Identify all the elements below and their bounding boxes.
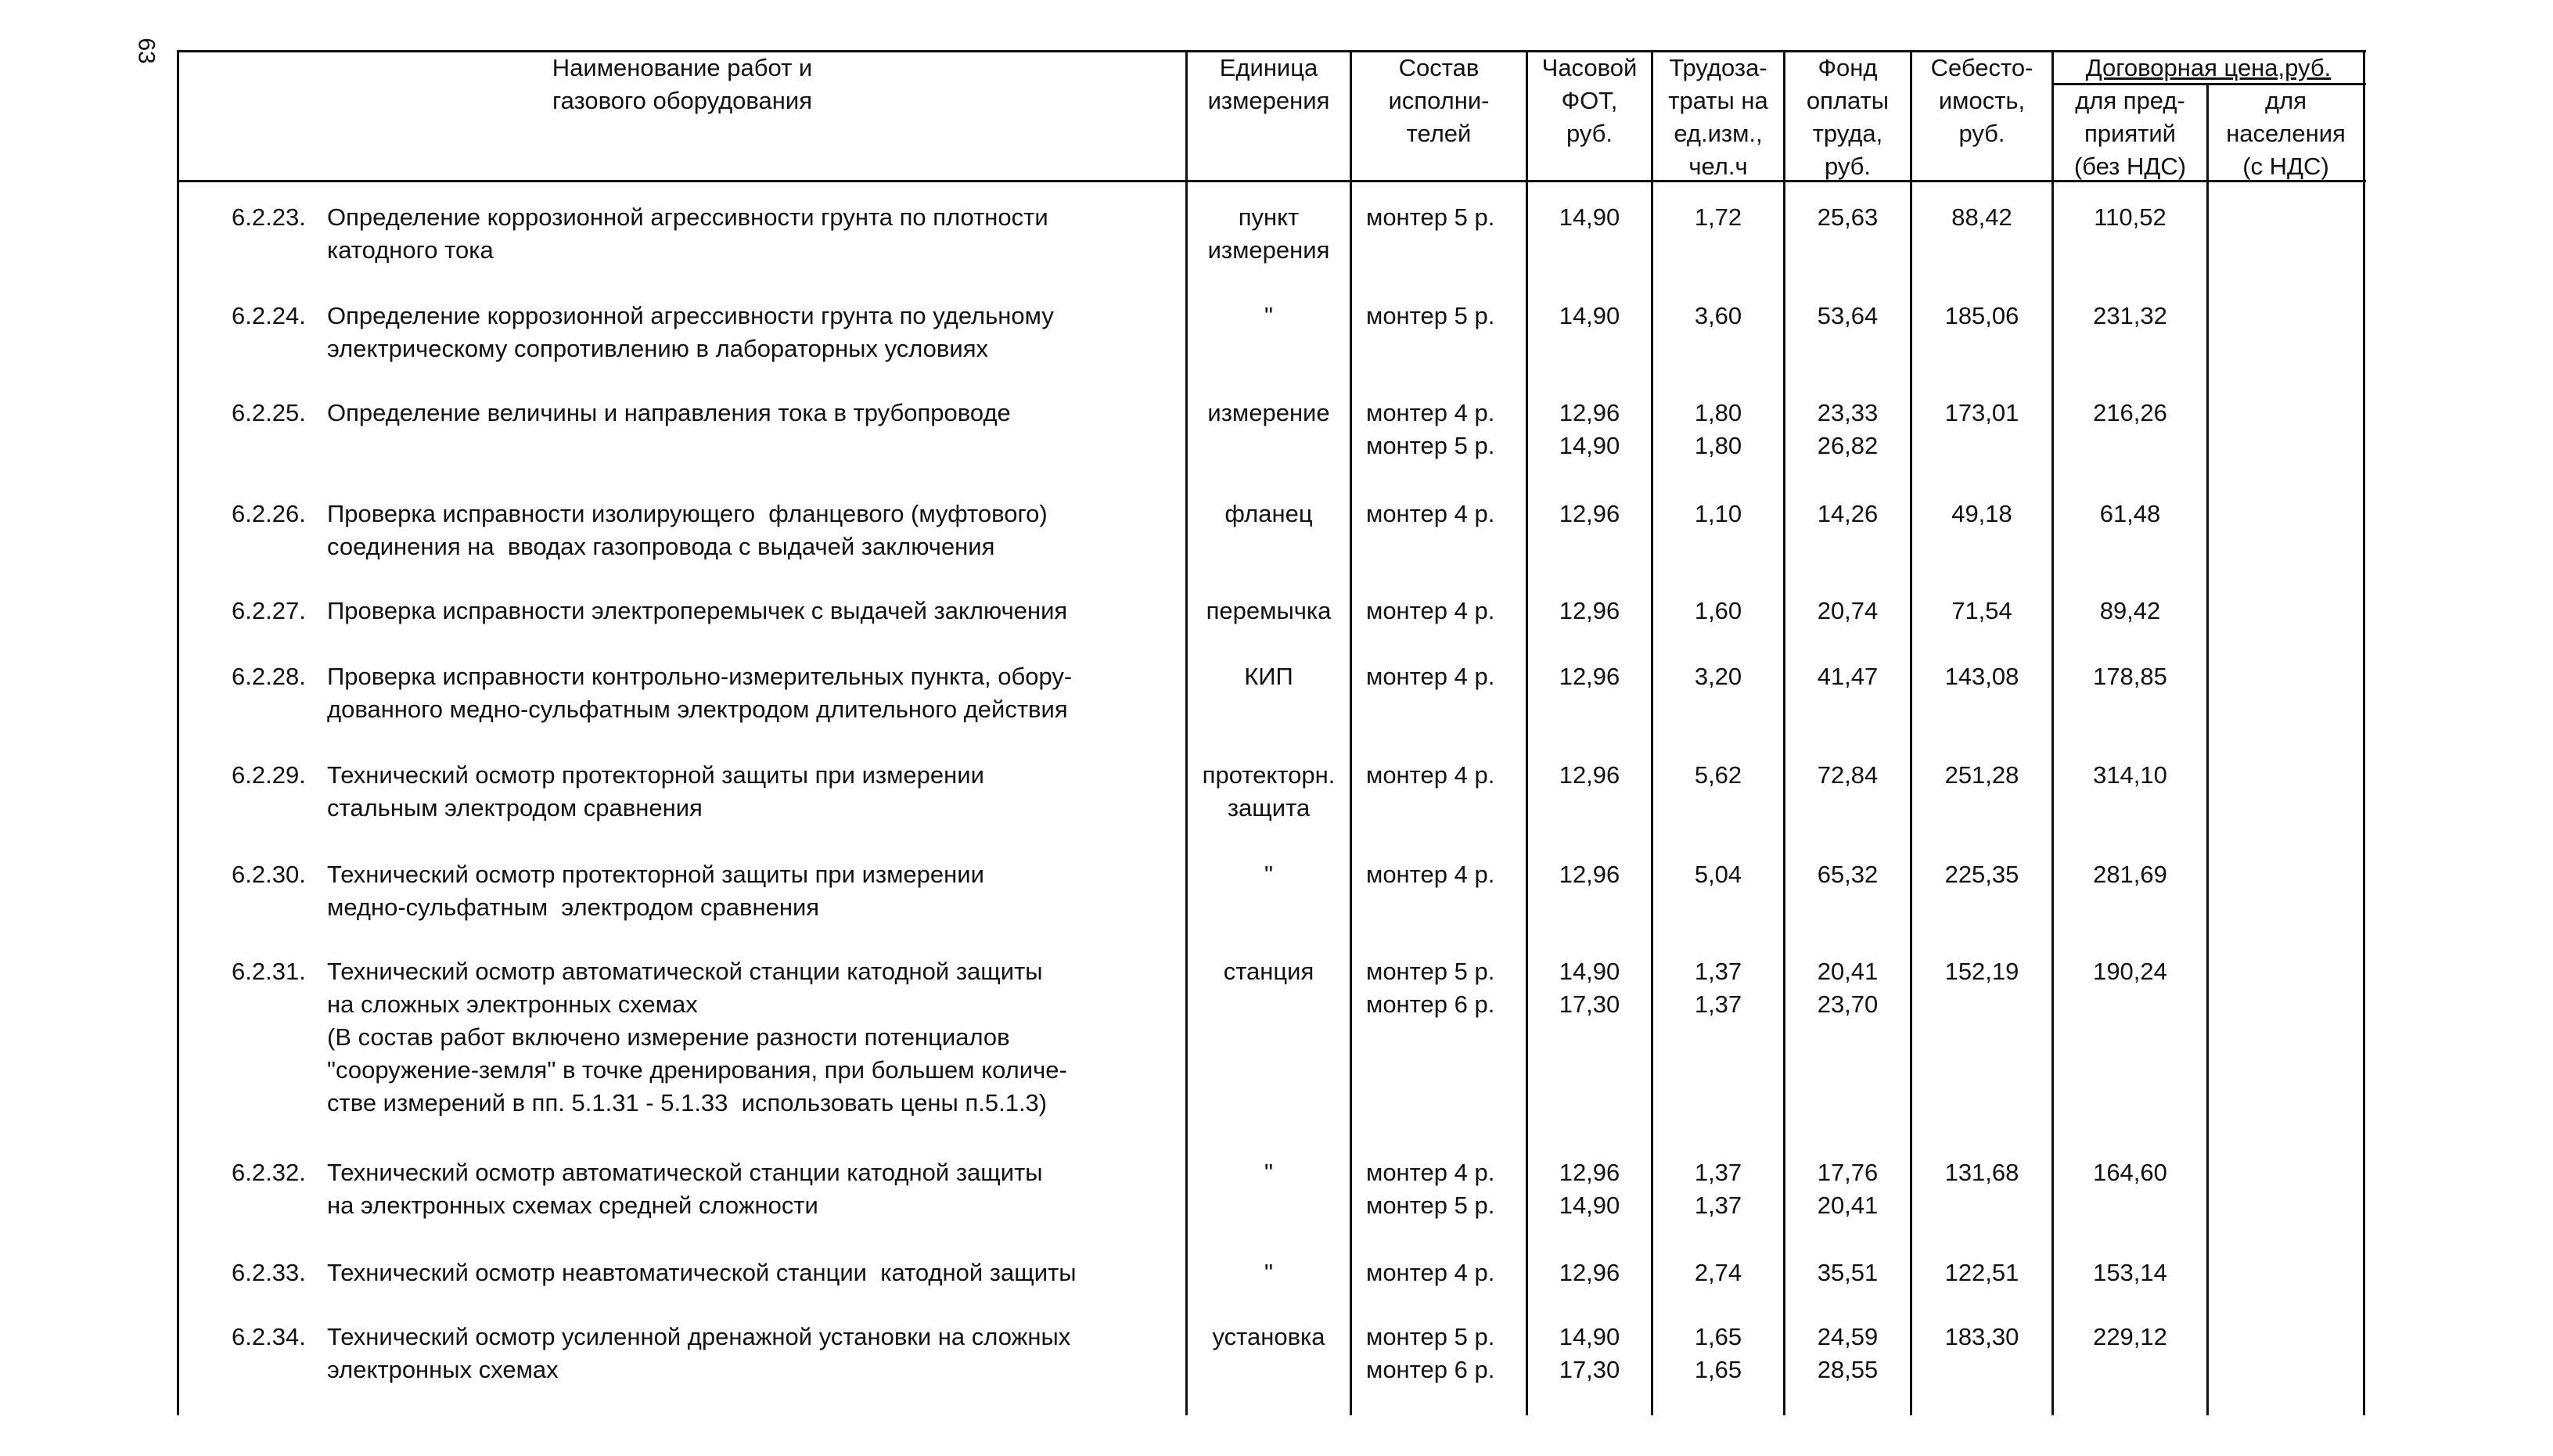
row-unit: " xyxy=(1264,1159,1273,1186)
header-name: Наименование работ и газового оборудования xyxy=(552,54,813,114)
header-bottom-border xyxy=(178,180,2366,182)
row-labor: 1,80 1,80 xyxy=(1694,399,1742,459)
row-wage-fund: 20,41 23,70 xyxy=(1817,958,1879,1018)
row-cost: 173,01 xyxy=(1944,399,2019,426)
row-code: 6.2.33. xyxy=(232,1259,306,1286)
row-unit: " xyxy=(1264,302,1273,329)
row-price-enterprise: 89,42 xyxy=(2099,597,2161,624)
row-labor: 2,74 xyxy=(1694,1259,1742,1286)
row-wage-fund: 20,74 xyxy=(1817,597,1879,624)
row-labor: 1,72 xyxy=(1694,203,1742,231)
row-hourly-rate: 12,96 14,90 xyxy=(1559,399,1620,459)
col-border xyxy=(2051,50,2054,1415)
row-name: Технический осмотр протекторной защиты при измерении медно-сульфатным электродом сравнения xyxy=(327,861,984,921)
row-code: 6.2.29. xyxy=(232,761,306,789)
row-unit: протекторн. защита xyxy=(1202,761,1336,821)
row-code: 6.2.28. xyxy=(232,663,306,690)
header-unit: Единица измерения xyxy=(1207,54,1330,114)
header-price-enterprise: для пред- приятий (без НДС) xyxy=(2073,87,2187,180)
row-cost: 71,54 xyxy=(1951,597,2012,624)
row-cost: 49,18 xyxy=(1951,500,2012,527)
row-hourly-rate: 14,90 xyxy=(1559,203,1620,231)
row-name: Проверка исправности контрольно-измерительных пункта, обору- дованного медно-сульфатным электродом длительного действия xyxy=(327,663,1073,723)
row-name: Технический осмотр автоматической станции катодной защиты на электронных схемах средней сложности xyxy=(327,1159,1043,1219)
page-number: 63 xyxy=(133,38,160,64)
row-labor: 1,37 1,37 xyxy=(1694,1159,1742,1219)
row-unit: станция xyxy=(1223,958,1314,985)
row-labor: 3,20 xyxy=(1694,663,1742,690)
row-hourly-rate: 12,96 xyxy=(1559,761,1620,789)
row-code: 6.2.26. xyxy=(232,500,306,527)
row-hourly-rate: 12,96 xyxy=(1559,663,1620,690)
row-name: Технический осмотр усиленной дренажной установки на сложных электронных схемах xyxy=(327,1323,1071,1383)
row-unit: измерение xyxy=(1207,399,1330,426)
row-price-enterprise: 216,26 xyxy=(2093,399,2167,426)
header-wage-fund: Фонд оплаты труда, руб. xyxy=(1806,54,1890,180)
row-code: 6.2.27. xyxy=(232,597,306,624)
row-hourly-rate: 14,90 xyxy=(1559,302,1620,329)
row-price-enterprise: 229,12 xyxy=(2093,1323,2167,1350)
row-crew: монтер 5 р. монтер 6 р. xyxy=(1366,958,1495,1018)
row-price-enterprise: 110,52 xyxy=(2094,203,2166,231)
row-wage-fund: 53,64 xyxy=(1817,302,1879,329)
header-crew: Состав исполни- телей xyxy=(1388,54,1490,147)
row-cost: 251,28 xyxy=(1944,761,2019,789)
row-price-enterprise: 190,24 xyxy=(2093,958,2167,985)
row-cost: 88,42 xyxy=(1951,203,2012,231)
row-crew: монтер 4 р. монтер 5 р. xyxy=(1366,1159,1495,1219)
row-price-enterprise: 164,60 xyxy=(2093,1159,2167,1186)
row-hourly-rate: 12,96 xyxy=(1559,597,1620,624)
row-wage-fund: 24,59 28,55 xyxy=(1817,1323,1879,1383)
row-code: 6.2.32. xyxy=(232,1159,306,1186)
row-wage-fund: 25,63 xyxy=(1817,203,1879,231)
row-wage-fund: 65,32 xyxy=(1817,861,1879,888)
row-crew: монтер 4 р. xyxy=(1366,597,1495,624)
col-border xyxy=(2206,83,2209,1415)
row-crew: монтер 5 р. xyxy=(1366,302,1495,329)
row-crew: монтер 4 р. xyxy=(1366,500,1495,527)
row-code: 6.2.30. xyxy=(232,861,306,888)
row-hourly-rate: 12,96 xyxy=(1559,500,1620,527)
row-code: 6.2.34. xyxy=(232,1323,306,1350)
row-unit: КИП xyxy=(1244,663,1293,690)
row-price-enterprise: 178,85 xyxy=(2093,663,2167,690)
row-cost: 185,06 xyxy=(1944,302,2019,329)
row-cost: 152,19 xyxy=(1944,958,2019,985)
row-unit: установка xyxy=(1212,1323,1325,1350)
row-unit: пункт измерения xyxy=(1207,203,1330,264)
row-code: 6.2.23. xyxy=(232,203,306,231)
row-unit: перемычка xyxy=(1206,597,1332,624)
row-wage-fund: 14,26 xyxy=(1817,500,1879,527)
row-crew: монтер 5 р. xyxy=(1366,203,1495,231)
row-labor: 1,37 1,37 xyxy=(1694,958,1742,1018)
row-name: Проверка исправности электроперемычек с выдачей заключения xyxy=(327,597,1068,624)
row-cost: 143,08 xyxy=(1944,663,2019,690)
row-crew: монтер 5 р. монтер 6 р. xyxy=(1366,1323,1495,1383)
row-unit: " xyxy=(1264,1259,1273,1286)
row-price-enterprise: 314,10 xyxy=(2093,761,2167,789)
header-cost: Себесто- имость, руб. xyxy=(1930,54,2033,147)
row-code: 6.2.24. xyxy=(232,302,306,329)
row-labor: 1,10 xyxy=(1694,500,1742,527)
row-name: Определение величины и направления тока в трубопроводе xyxy=(327,399,1011,426)
row-unit: " xyxy=(1264,861,1273,888)
row-hourly-rate: 12,96 14,90 xyxy=(1559,1159,1620,1219)
row-price-enterprise: 281,69 xyxy=(2093,861,2167,888)
row-wage-fund: 23,33 26,82 xyxy=(1817,399,1879,459)
row-crew: монтер 4 р. xyxy=(1366,663,1495,690)
row-name: Проверка исправности изолирующего фланцевого (муфтового) соединения на вводах газопровода с выдачей заключения xyxy=(327,500,1048,560)
row-hourly-rate: 14,90 17,30 xyxy=(1559,958,1620,1018)
row-cost: 131,68 xyxy=(1944,1159,2019,1186)
row-labor: 3,60 xyxy=(1694,302,1742,329)
row-price-enterprise: 61,48 xyxy=(2099,500,2161,527)
row-hourly-rate: 12,96 xyxy=(1559,861,1620,888)
row-cost: 183,30 xyxy=(1944,1323,2019,1350)
row-hourly-rate: 14,90 17,30 xyxy=(1559,1323,1620,1383)
row-wage-fund: 35,51 xyxy=(1817,1259,1879,1286)
col-border xyxy=(2363,50,2365,1415)
row-name: Технический осмотр протекторной защиты при измерении стальным электродом сравнения xyxy=(327,761,984,821)
row-wage-fund: 17,76 20,41 xyxy=(1817,1159,1879,1219)
header-labor: Трудоза- траты на ед.изм., чел.ч xyxy=(1668,54,1768,180)
row-cost: 122,51 xyxy=(1944,1259,2019,1286)
col-border xyxy=(1350,50,1352,1415)
row-unit: фланец xyxy=(1224,500,1313,527)
header-price-population: для населения (с НДС) xyxy=(2226,87,2346,180)
col-border xyxy=(1910,50,1912,1415)
row-wage-fund: 72,84 xyxy=(1817,761,1879,789)
row-code: 6.2.25. xyxy=(232,399,306,426)
row-labor: 1,60 xyxy=(1694,597,1742,624)
row-code: 6.2.31. xyxy=(232,958,306,985)
row-price-enterprise: 231,32 xyxy=(2093,302,2167,329)
row-name: Технический осмотр автоматической станции катодной защиты на сложных электронных схемах (В состав работ включено измерение разности потенциалов "сооружение-земля" в точке дренирования, при большем количе- стве измерений в пп. 5.1.31 - 5.1.33 использовать цены п.5.1.3) xyxy=(327,958,1067,1116)
header-contract-price: Договорная цена,руб. xyxy=(2085,54,2332,81)
row-hourly-rate: 12,96 xyxy=(1559,1259,1620,1286)
row-labor: 5,04 xyxy=(1694,861,1742,888)
row-crew: монтер 4 р. xyxy=(1366,861,1495,888)
row-price-enterprise: 153,14 xyxy=(2093,1259,2167,1286)
row-labor: 1,65 1,65 xyxy=(1694,1323,1742,1383)
row-cost: 225,35 xyxy=(1944,861,2019,888)
header-hourly-rate: Часовой ФОТ, руб. xyxy=(1541,54,1638,147)
row-labor: 5,62 xyxy=(1694,761,1742,789)
row-name: Определение коррозионной агрессивности грунта по удельному электрическому сопротивлению в лабораторных условиях xyxy=(327,302,1054,362)
row-crew: монтер 4 р. xyxy=(1366,1259,1495,1286)
row-name: Определение коррозионной агрессивности грунта по плотности катодного тока xyxy=(327,203,1048,264)
row-crew: монтер 4 р. xyxy=(1366,761,1495,789)
row-crew: монтер 4 р. монтер 5 р. xyxy=(1366,399,1495,459)
row-name: Технический осмотр неавтоматической станции катодной защиты xyxy=(327,1259,1077,1286)
row-wage-fund: 41,47 xyxy=(1817,663,1879,690)
col-border xyxy=(177,50,179,1415)
